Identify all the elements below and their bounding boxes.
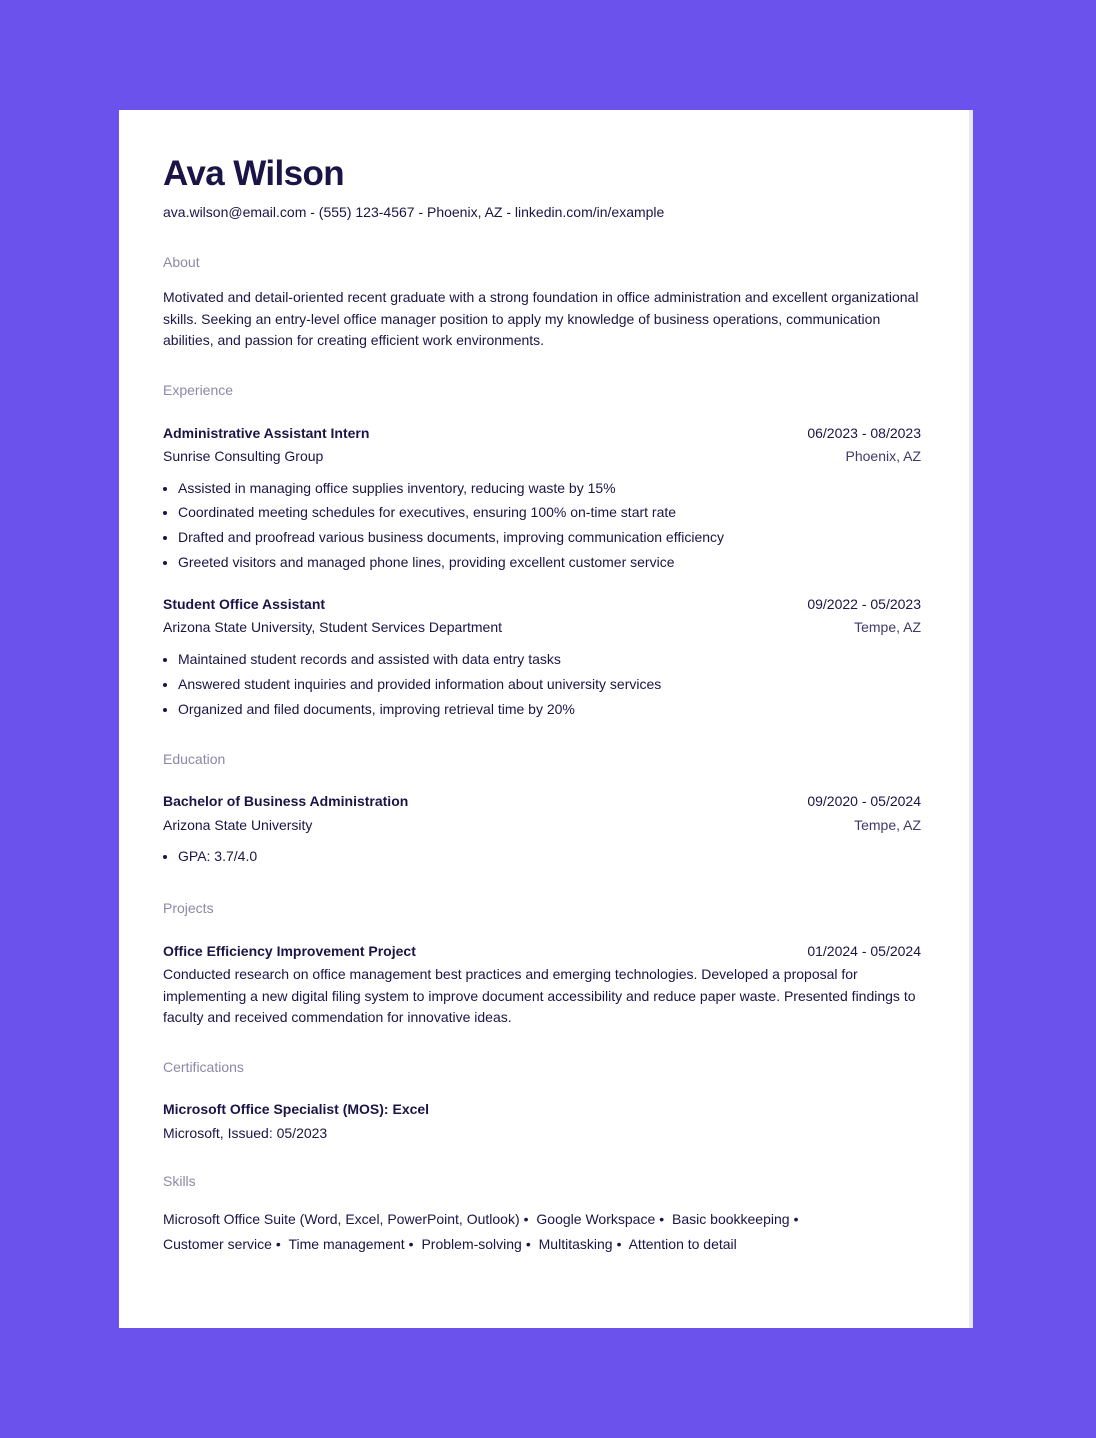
about-text: Motivated and detail-oriented recent graduate with a strong foundation in office administration and excellent organizational skills. Seeking an entry-level office manager position to apply my knowledge of business operations, communication abilities, and passion for creating efficient work environments. — [163, 289, 919, 348]
list-item: • Answered student inquiries and provided information about university services — [178, 672, 921, 697]
skill-item: Microsoft Office Suite (Word, Excel, PowerPoint, Outlook) — [163, 1210, 520, 1227]
list-item: • Organized and filed documents, improving retrieval time by 20% — [178, 697, 921, 722]
project-description: Conducted research on office management best practices and emerging technologies. Developed a proposal for implementing a new digital filing system to improve document accessibility and reduce paper waste. Presented findings to faculty and received commendation for innovative ideas. — [163, 966, 916, 1026]
job-bullets — [163, 647, 921, 721]
education-subheader — [163, 816, 921, 834]
section-title-certifications: Certifications — [163, 1058, 244, 1075]
list-item: • Greeted visitors and managed phone lines, providing excellent customer service — [178, 550, 921, 575]
certification-header — [163, 1100, 921, 1118]
certification-issuer-line — [163, 1124, 921, 1142]
list-item: • Drafted and proofread various business documents, improving communication efficiency — [178, 525, 921, 550]
certification-entry — [163, 1100, 921, 1142]
section-title-skills: Skills — [163, 1172, 196, 1189]
education-header — [163, 792, 921, 810]
resume-page — [119, 110, 973, 1328]
section-title-education: Education — [163, 751, 226, 768]
certification-issuer: Microsoft, — [163, 1124, 224, 1141]
section-title-about: About — [163, 254, 200, 270]
education-bullets — [163, 844, 921, 869]
project-entry — [163, 942, 921, 1029]
contact-line: ava.wilson@email.com - (555) 123-4567 - Phoenix, AZ - linkedin.com/in/example — [163, 204, 665, 220]
school-location: Tempe, AZ — [854, 817, 921, 834]
skill-item: Google Workspace — [536, 1210, 656, 1227]
job-location: Phoenix, AZ — [845, 447, 921, 464]
skills-list — [163, 1207, 921, 1257]
experience-subheader — [163, 447, 921, 465]
job-dates: 06/2023 - 08/2023 — [807, 424, 921, 441]
degree-title: Bachelor of Business Administration — [163, 793, 409, 810]
skill-separator: • — [525, 1235, 531, 1252]
skill-item: Basic bookkeeping — [672, 1210, 790, 1227]
skill-item: Multitasking — [538, 1235, 613, 1252]
project-name: Office Efficiency Improvement Project — [163, 943, 416, 960]
job-title: Administrative Assistant Intern — [163, 424, 370, 441]
company-name: Arizona State University, Student Services Department — [163, 619, 503, 636]
skill-separator: • — [408, 1235, 414, 1252]
skill-separator: • — [616, 1235, 622, 1252]
job-location: Tempe, AZ — [854, 619, 921, 636]
school-name: Arizona State University — [163, 817, 313, 834]
skill-item: Problem-solving — [421, 1235, 522, 1252]
skill-separator: • — [275, 1235, 281, 1252]
education-entry — [163, 792, 921, 869]
company-name: Sunrise Consulting Group — [163, 447, 324, 464]
job-dates: 09/2022 - 05/2023 — [807, 596, 921, 613]
list-item: • Maintained student records and assisted with data entry tasks — [178, 647, 921, 672]
skill-separator: • — [659, 1210, 665, 1227]
skill-item: Customer service — [163, 1235, 272, 1252]
skill-item: Attention to detail — [628, 1235, 737, 1252]
list-item: • Coordinated meeting schedules for executives, ensuring 100% on-time start rate — [178, 500, 921, 525]
project-header — [163, 942, 921, 960]
job-title: Student Office Assistant — [163, 596, 326, 613]
certification-name: Microsoft Office Specialist (MOS): Excel — [163, 1100, 430, 1117]
list-item: • Assisted in managing office supplies inventory, reducing waste by 15% — [178, 476, 921, 501]
list-item: • GPA: 3.7/4.0 — [178, 844, 921, 869]
certification-issued: Issued: 05/2023 — [223, 1124, 328, 1141]
section-title-experience: Experience — [163, 381, 234, 398]
skill-separator: • — [523, 1210, 529, 1227]
candidate-name: Ava Wilson — [163, 154, 345, 193]
project-dates: 01/2024 - 05/2024 — [807, 943, 921, 960]
experience-entry — [163, 424, 921, 575]
experience-subheader — [163, 618, 921, 636]
job-bullets — [163, 476, 921, 575]
section-title-projects: Projects — [163, 900, 214, 917]
skill-item: Time management — [288, 1235, 405, 1252]
experience-header — [163, 424, 921, 442]
education-dates: 09/2020 - 05/2024 — [807, 793, 921, 810]
skill-separator: • — [793, 1210, 799, 1227]
experience-entry — [163, 595, 921, 721]
experience-header — [163, 595, 921, 613]
